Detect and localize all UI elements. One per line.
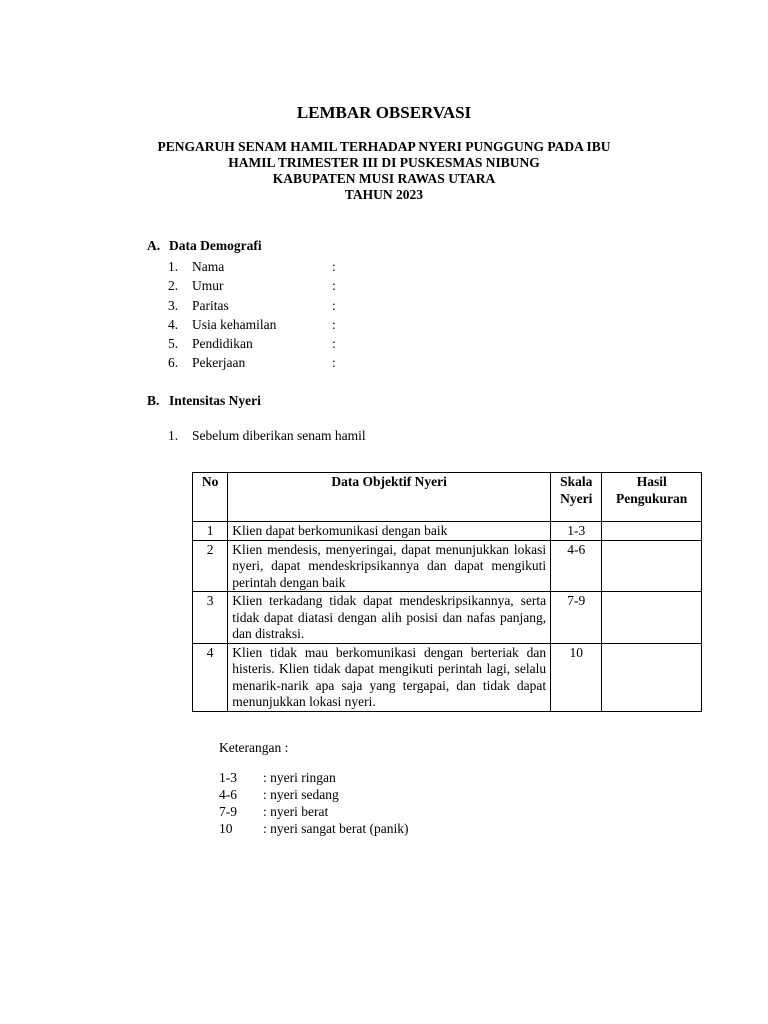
- row-label: Umur: [192, 278, 224, 293]
- header-text: Nyeri: [560, 490, 593, 506]
- section-letter: B.: [147, 393, 160, 408]
- row-number: 3.: [168, 298, 179, 313]
- row-label: Sebelum diberikan senam hamil: [192, 428, 366, 443]
- cell-result-input[interactable]: [602, 592, 702, 644]
- row-colon: :: [332, 278, 336, 293]
- header-text: Skala: [560, 474, 593, 489]
- table-row: [193, 643, 702, 711]
- legend-item: [219, 803, 328, 820]
- legend-key: 7-9: [219, 804, 237, 819]
- legend-item: [219, 769, 336, 786]
- row-number: 6.: [168, 355, 179, 370]
- section-b-heading: [147, 393, 261, 409]
- legend-value: : nyeri ringan: [263, 770, 336, 785]
- row-label: Usia kehamilan: [192, 317, 277, 332]
- cell-no: 2: [193, 540, 228, 592]
- row-label: Pekerjaan: [192, 355, 246, 370]
- legend-key: 1-3: [219, 770, 237, 785]
- header-description: Data Objektif Nyeri: [228, 473, 551, 522]
- subsection-before-exercise: [168, 426, 366, 445]
- cell-description: Klien mendesis, menyeringai, dapat menunjukkan lokasi nyeri, dapat mendeskripsikannya dan dapat mengikuti perintah dengan baik: [228, 540, 551, 592]
- legend-value: : nyeri berat: [263, 804, 329, 819]
- subtitle-line: TAHUN 2023: [344, 187, 424, 202]
- header-text: Pengukuran: [616, 490, 688, 506]
- page-title: LEMBAR OBSERVASI: [296, 103, 472, 122]
- row-number: 2.: [168, 278, 179, 293]
- row-colon: :: [332, 259, 336, 274]
- row-number: 4.: [168, 317, 179, 332]
- cell-scale: 7-9: [551, 592, 602, 644]
- row-label: Nama: [192, 259, 225, 274]
- row-colon: :: [332, 355, 336, 370]
- table-row: [193, 540, 702, 592]
- cell-description: Klien tidak mau berkomunikasi dengan berteriak dan histeris. Klien tidak dapat mengikuti perintah lagi, selalu menarik-narik apa saja yang tergapai, dan tidak dapat menunjukkan lokasi nyeri.: [228, 643, 551, 711]
- row-colon: :: [332, 317, 336, 332]
- cell-no: 1: [193, 522, 228, 541]
- cell-description: Klien terkadang tidak dapat mendeskripsikannya, serta tidak dapat diatasi dengan alih posisi dan nafas panjang, dan distraksi.: [228, 592, 551, 644]
- pain-observation-table: [192, 472, 702, 712]
- row-colon: :: [332, 298, 336, 313]
- demographic-row-umur: [168, 276, 332, 295]
- section-a-heading: [147, 238, 262, 254]
- demographic-row-nama: [168, 257, 332, 276]
- demographic-row-usia-kehamilan: [168, 315, 332, 334]
- row-colon: :: [332, 336, 336, 351]
- row-number: 1.: [168, 259, 179, 274]
- legend-key: 4-6: [219, 787, 237, 802]
- cell-result-input[interactable]: [602, 540, 702, 592]
- header-no: No: [193, 473, 228, 522]
- page-subtitle: [0, 139, 768, 203]
- row-label: Paritas: [192, 298, 229, 313]
- cell-scale: 4-6: [551, 540, 602, 592]
- table-row: [193, 522, 702, 541]
- cell-no: 4: [193, 643, 228, 711]
- cell-description: Klien dapat berkomunikasi dengan baik: [228, 522, 551, 541]
- cell-scale: 1-3: [551, 522, 602, 541]
- legend-item: [219, 820, 408, 837]
- section-letter: A.: [147, 238, 161, 253]
- legend-value: : nyeri sedang: [263, 787, 339, 802]
- cell-result-input[interactable]: [602, 643, 702, 711]
- legend-item: [219, 786, 339, 803]
- header-pain-scale: [551, 473, 602, 522]
- row-number: 1.: [168, 428, 179, 443]
- subtitle-line: KABUPATEN MUSI RAWAS UTARA: [272, 171, 496, 186]
- header-text: Hasil: [636, 474, 667, 489]
- legend-heading: Keterangan :: [219, 740, 289, 755]
- subtitle-line: PENGARUH SENAM HAMIL TERHADAP NYERI PUNGGUNG PADA IBU: [157, 139, 611, 154]
- section-title: Data Demografi: [169, 238, 262, 253]
- subtitle-line: HAMIL TRIMESTER III DI PUSKESMAS NIBUNG: [228, 155, 540, 170]
- legend-key: 10: [219, 821, 233, 836]
- table-row: [193, 592, 702, 644]
- row-label: Pendidikan: [192, 336, 253, 351]
- cell-result-input[interactable]: [602, 522, 702, 541]
- section-title: Intensitas Nyeri: [169, 393, 261, 408]
- header-result: [602, 473, 702, 522]
- demographic-row-pendidikan: [168, 334, 332, 353]
- demographic-row-pekerjaan: [168, 353, 332, 372]
- cell-scale: 10: [551, 643, 602, 711]
- row-number: 5.: [168, 336, 179, 351]
- demographic-row-paritas: [168, 296, 332, 315]
- table-header-row: [193, 473, 702, 522]
- legend-value: : nyeri sangat berat (panik): [263, 821, 409, 836]
- cell-no: 3: [193, 592, 228, 644]
